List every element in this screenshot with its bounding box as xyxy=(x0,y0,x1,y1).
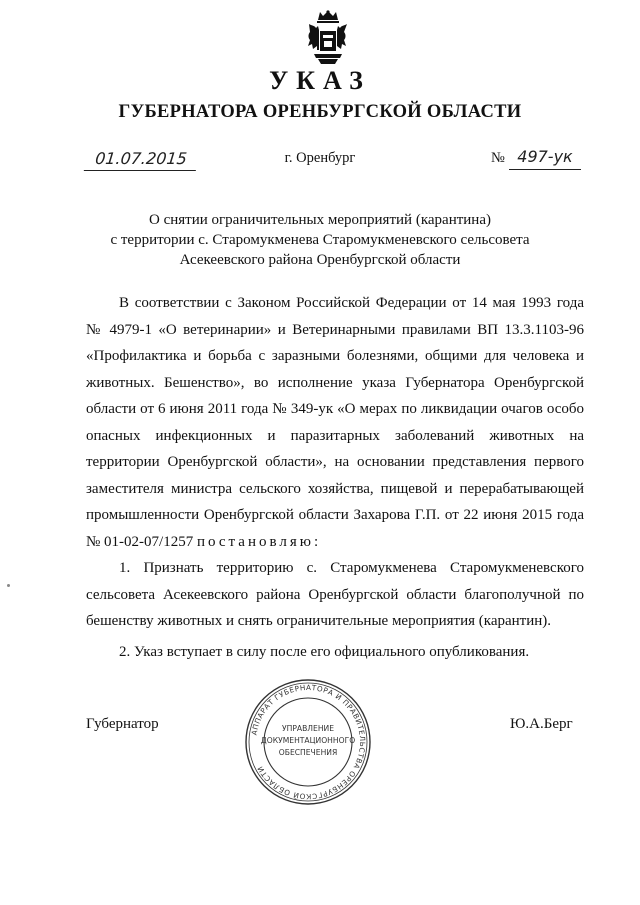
preamble-line: территории Оренбургской области», на основании представления первого xyxy=(86,454,584,470)
decree-body xyxy=(86,290,584,665)
heading-line: Асекеевского района Оренбургской области xyxy=(179,252,461,268)
resolution-word: постановляю: xyxy=(196,533,322,550)
item-1-line: 1. Признать территорию с. Старомукменева Старомукменевского xyxy=(119,560,584,576)
document-number-label: № xyxy=(491,150,505,166)
preamble-line: заместителя министра сельского хозяйства, пищевой и перерабатывающей xyxy=(86,480,584,497)
decree-registration-number: № 01-02-07/1257 xyxy=(86,533,197,550)
preamble-line: опасных инфекционных и паразитарных заболеваний животных на xyxy=(86,427,584,444)
scan-artifact xyxy=(7,584,10,587)
preamble-line: № 4979-1 «О ветеринарии» и Ветеринарными правилами ВП 13.3.1103-96 xyxy=(86,321,584,338)
decree-heading xyxy=(100,210,540,270)
document-subtitle: ГУБЕРНАТОРА ОРЕНБУРГСКОЙ ОБЛАСТИ xyxy=(118,102,522,122)
preamble-line: В соответствии с Законом Российской Федерации от 14 мая 1993 года xyxy=(119,295,584,311)
preamble-line: промышленности Оренбургской области Захарова Г.П. от 22 июня 2015 года xyxy=(86,507,584,523)
official-stamp xyxy=(243,677,373,807)
stamp-inner-line: УПРАВЛЕНИЕ xyxy=(281,724,335,733)
document-city: г. Оренбург xyxy=(284,150,356,166)
preamble-line: животных. Бешенство», во исполнение указа Губернатора Оренбургской xyxy=(86,374,584,391)
preamble-paragraph xyxy=(86,290,584,555)
coat-of-arms-emblem xyxy=(306,10,350,66)
stamp-inner-line: ОБЕСПЕЧЕНИЯ xyxy=(278,748,338,757)
stamp-inner-line: ДОКУМЕНТАЦИОННОГО xyxy=(260,736,356,745)
signature-role: Губернатор xyxy=(86,716,159,732)
item-2-paragraph: 2. Указ вступает в силу после его официального опубликования. xyxy=(119,643,530,660)
signature-name: Ю.А.Берг xyxy=(510,716,573,732)
document-date: 01.07.2015 xyxy=(84,148,198,171)
preamble-last-line xyxy=(86,529,584,556)
document-title: УКАЗ xyxy=(269,66,371,95)
preamble-line: области от 6 июня 2011 года № 349-ук «О мерах по ликвидации очагов особо xyxy=(86,401,584,417)
preamble-line: «Профилактика и борьба с заразными болезнями, общими для человека и xyxy=(86,348,584,364)
stamp-outer-text: АППАРАТ ГУБЕРНАТОРА И ПРАВИТЕЛЬСТВА ОРЕНБУРГСКОЙ ОБЛАСТИ xyxy=(249,682,368,802)
document-number: 497-ук xyxy=(509,145,581,170)
heading-line: с территории с. Старомукменева Старомукменевского сельсовета xyxy=(110,232,530,248)
item-1-line: бешенству животных и снять ограничительные мероприятия (карантин). xyxy=(86,613,552,629)
heading-line: О снятии ограничительных мероприятий (карантина) xyxy=(149,212,491,228)
item-1-paragraph xyxy=(86,555,584,635)
item-1-line: сельсовета Асекеевского района Оренбургской области благополучной по xyxy=(86,586,584,603)
